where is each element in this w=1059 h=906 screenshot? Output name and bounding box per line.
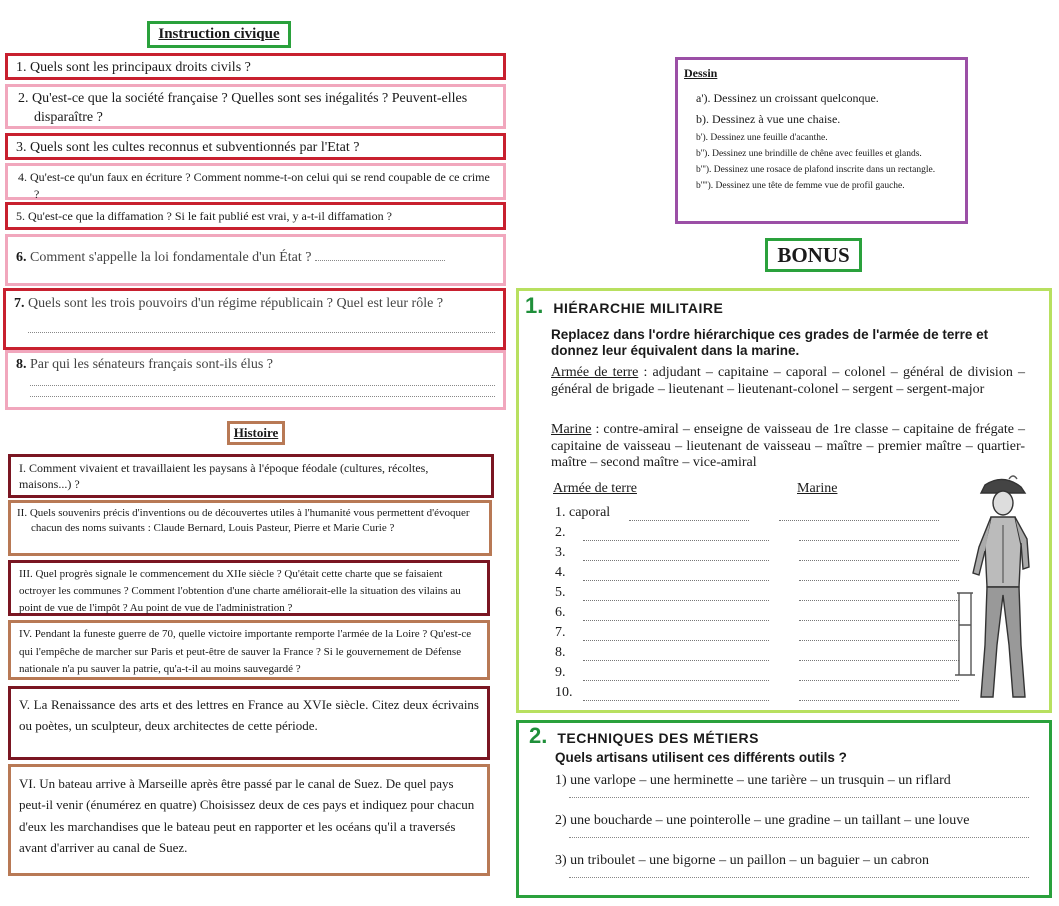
civique-question-7 (3, 288, 506, 350)
civique-question-4 (5, 163, 506, 200)
answer-line (799, 528, 959, 541)
dessin-item: a'). Dessinez un croissant quelconque. (696, 91, 879, 105)
question-number: 3. (16, 140, 27, 155)
exercise-2-question: Quels artisans utilisent ces différents outils ? (555, 750, 847, 765)
grade-row-label: 7. (555, 625, 566, 640)
grade-row-label: 1. caporal (555, 505, 611, 520)
question-number: 2. (18, 91, 29, 106)
tools-item-2 (555, 813, 1045, 838)
dessin-item: b'''). Dessinez une rosace de plafond inscrite dans un rectangle. (696, 165, 936, 175)
answer-line (583, 528, 769, 541)
terre-text: : adjudant – capitaine – caporal – colonel – général de division – général de brigade – lieutenant – lieutenant-colonel – sergent – sergent-major (551, 365, 1025, 397)
answer-line (799, 668, 959, 681)
histoire-title: Histoire (227, 421, 285, 445)
bonus-exercise-trades (516, 720, 1052, 898)
answer-line (583, 548, 769, 561)
histoire-question-5: V. La Renaissance des arts et des lettres en France au XVIe siècle. Citez deux écrivains ou poètes, un sculpteur, deux architectes de cette période. (8, 686, 490, 760)
bonus-title: BONUS (765, 238, 862, 272)
question-text: Comment s'appelle la loi fondamentale d'un État ? (30, 250, 312, 265)
exercise-number: 1. (525, 293, 544, 318)
bonus-exercise-military (516, 288, 1052, 713)
tools-item-1 (555, 773, 1045, 798)
dessin-item: b'). Dessinez une feuille d'acanthe. (696, 133, 828, 143)
histoire-question-1: I. Comment vivaient et travaillaient les paysans à l'époque féodale (cultures, récoltes, maisons...) ? (8, 454, 494, 498)
soldier-illustration (955, 475, 1049, 707)
question-text: Qu'est-ce que la diffamation ? Si le fait publié est vrai, y a-t-il diffamation ? (28, 209, 392, 223)
civique-title: Instruction civique (147, 21, 291, 48)
tools-text: 1) une varlope – une herminette – une tarière – un trusquin – un riflard (555, 773, 951, 788)
question-text: Quels sont les trois pouvoirs d'un régime républicain ? Quel est leur rôle ? (28, 296, 444, 311)
answer-line (569, 869, 1029, 878)
answer-line (799, 648, 959, 661)
civique-question-1 (5, 53, 506, 80)
answer-line (583, 688, 769, 701)
marine-text: : contre-amiral – enseigne de vaisseau de 1re classe – capitaine de frégate – capitaine de vaisseau – lieutenant de vaisseau – maître – premier maître – quartier-maître – second maître – vice-amiral (551, 422, 1025, 471)
col-header-marine: Marine (797, 481, 838, 496)
civique-question-2 (5, 84, 506, 129)
grade-row (555, 661, 959, 681)
grade-row (555, 581, 959, 601)
question-number: 5. (16, 209, 25, 223)
dessin-item: b''''). Dessinez une tête de femme vue de profil gauche. (696, 181, 905, 191)
dessin-list (684, 91, 959, 191)
grades-table (555, 501, 959, 701)
answer-line (315, 254, 445, 261)
question-number: 7. (14, 296, 25, 311)
answer-line (569, 829, 1029, 838)
answer-line (30, 386, 495, 397)
grade-row (555, 621, 959, 641)
answer-line (583, 648, 769, 661)
grade-row (555, 681, 959, 701)
grade-row-label: 6. (555, 605, 566, 620)
question-number: 6. (16, 250, 27, 265)
exercise-1-instruction: Replacez dans l'ordre hiérarchique ces grades de l'armée de terre et donnez leur équivalent dans la marine. (551, 327, 989, 358)
dessin-title: Dessin (684, 66, 718, 80)
grade-row-label: 5. (555, 585, 566, 600)
exercise-heading: TECHNIQUES DES MÉTIERS (557, 730, 759, 746)
answer-line (583, 568, 769, 581)
marine-label: Marine (551, 422, 592, 437)
answer-line (799, 688, 959, 701)
grade-row (555, 541, 959, 561)
tools-text: 3) un triboulet – une bigorne – un paillon – un baguier – un cabron (555, 853, 930, 868)
answer-line (799, 628, 959, 641)
answer-line (30, 375, 495, 386)
col-header-terre: Armée de terre (553, 481, 637, 496)
grade-row (555, 641, 959, 661)
grade-row-label: 8. (555, 645, 566, 660)
civique-question-8 (5, 350, 506, 410)
question-number: 4. (18, 170, 27, 184)
exercise-1-header (525, 293, 723, 319)
dessin-item: b). Dessinez à vue une chaise. (696, 112, 841, 126)
histoire-question-2: II. Quels souvenirs précis d'inventions ou de découvertes utiles à l'humanité vous permettent d'évoquer chacun des noms suivants : Claude Bernard, Louis Pasteur, Pierre et Marie Curie ? (8, 500, 492, 556)
grade-row-label: 4. (555, 565, 566, 580)
grade-row-label: 9. (555, 665, 566, 680)
answer-line (28, 322, 495, 333)
civique-question-5 (5, 202, 506, 230)
exercise-heading: HIÉRARCHIE MILITAIRE (553, 300, 724, 316)
question-text: Par qui les sénateurs français sont-ils élus ? (30, 357, 273, 372)
grade-row-label: 10. (555, 685, 573, 700)
exercise-number: 2. (529, 723, 548, 748)
question-number: 8. (16, 357, 27, 372)
terre-grades-list (551, 365, 1025, 398)
marine-grades-list (551, 422, 1025, 472)
question-text: Quels sont les cultes reconnus et subventionnés par l'Etat ? (30, 140, 360, 155)
answer-line (799, 548, 959, 561)
answer-line (583, 588, 769, 601)
answer-line (629, 508, 749, 521)
tools-item-3 (555, 853, 1045, 878)
dessin-box (675, 57, 968, 224)
grade-row (555, 501, 959, 521)
answer-line (583, 628, 769, 641)
exercise-2-header (529, 723, 759, 749)
grade-row (555, 521, 959, 541)
question-number: 1. (16, 60, 27, 75)
question-text: Quels sont les principaux droits civils ? (30, 60, 251, 75)
terre-label: Armée de terre (551, 365, 639, 380)
grade-row (555, 601, 959, 621)
answer-line (583, 668, 769, 681)
answer-line (583, 608, 769, 621)
histoire-question-4: IV. Pendant la funeste guerre de 70, quelle victoire importante remporte l'armée de la Loire ? Qu'est-ce qui l'empêche de marcher sur Paris et peut-être de sauver la France ? Si le gouvernement de Défense nationale n'a pu sauver la patrie, qu'a-t-il au moins sauvegardé ? (8, 620, 490, 680)
tools-text: 2) une boucharde – une pointerolle – une gradine – un taillant – une louve (555, 813, 970, 828)
answer-line (569, 789, 1029, 798)
answer-line (799, 588, 959, 601)
histoire-question-6: VI. Un bateau arrive à Marseille après être passé par le canal de Suez. De quel pays peut-il venir (énumérez en quatre) Choisissez deux de ces pays et indiquez pour chacun d'eux les marchandises que le bateau peut en rapporter et les océans qu'il a traversés avant d'arriver au canal de Suez. (8, 764, 490, 876)
dessin-item: b''). Dessinez une brindille de chêne avec feuilles et glands. (696, 149, 922, 159)
civique-question-3 (5, 133, 506, 160)
question-text: Qu'est-ce que la société française ? Quelles sont ses inégalités ? Peuvent-elles disparaître ? (32, 91, 468, 125)
grade-row (555, 561, 959, 581)
answer-line (799, 568, 959, 581)
answer-line (799, 608, 959, 621)
histoire-question-3: III. Quel progrès signale le commencement du XIIe siècle ? Qu'était cette charte que se faisaient octroyer les communes ? Comment l'obtention d'une charte améliorait-elle la situation des vilains au point de vue de l'impôt ? Au point de vue de l'administration ? (8, 560, 490, 616)
civique-question-6 (5, 234, 506, 286)
grade-row-label: 2. (555, 525, 566, 540)
grade-row-label: 3. (555, 545, 566, 560)
question-text: Qu'est-ce qu'un faux en écriture ? Comment nomme-t-on celui qui se rend coupable de ce crime ? (30, 170, 490, 202)
answer-line (779, 508, 939, 521)
